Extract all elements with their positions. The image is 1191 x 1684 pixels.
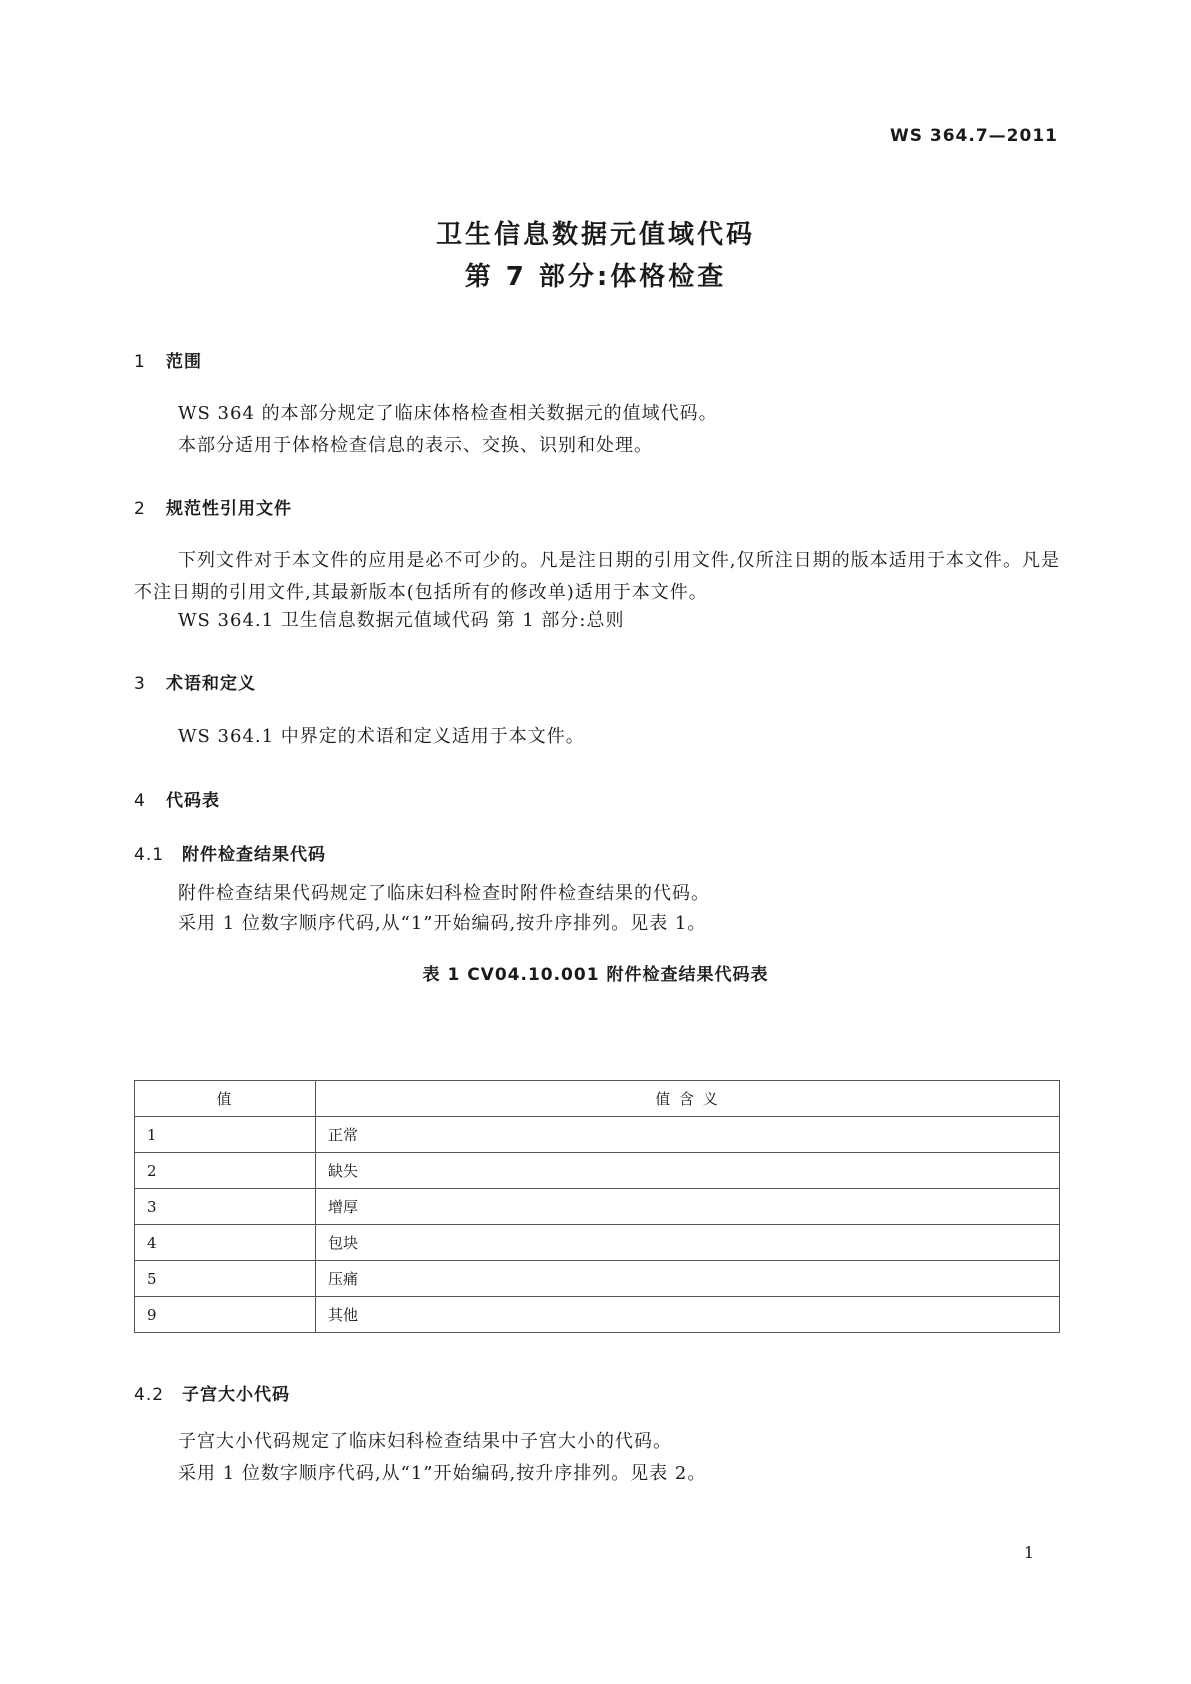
cell-meaning: 正常: [316, 1117, 1060, 1153]
table-row: [135, 1297, 1060, 1333]
section-3-paragraph: WS 364.1 中界定的术语和定义适用于本文件。: [178, 726, 585, 747]
cell-meaning: 其他: [316, 1297, 1060, 1333]
cell-meaning: 缺失: [316, 1153, 1060, 1189]
section-title: 范围: [166, 352, 202, 372]
section-4-2-heading: [134, 1380, 290, 1405]
section-1-heading: [134, 347, 202, 372]
cell-value: 1: [135, 1117, 316, 1153]
cell-value: 2: [135, 1153, 316, 1189]
page-number: 1: [1023, 1543, 1034, 1562]
section-1-paragraph-1: WS 364 的本部分规定了临床体格检查相关数据元的值域代码。: [178, 403, 718, 424]
section-number: 4.1: [134, 845, 165, 865]
cell-meaning: 增厚: [316, 1189, 1060, 1225]
section-4-heading: [134, 786, 220, 811]
section-title: 规范性引用文件: [166, 499, 292, 519]
table-1-caption: 表 1 CV04.10.001 附件检查结果代码表: [422, 965, 769, 985]
section-4-1-heading: [134, 840, 326, 865]
document-subtitle: 第 7 部分:体格检查: [464, 262, 727, 292]
section-4-2-paragraph-1: 子宫大小代码规定了临床妇科检查结果中子宫大小的代码。: [178, 1431, 672, 1452]
section-title: 附件检查结果代码: [182, 845, 326, 865]
table-row: [135, 1225, 1060, 1261]
code-table: [134, 1080, 1060, 1333]
document-title: 卫生信息数据元值域代码: [435, 220, 755, 250]
table-header-row: [135, 1081, 1060, 1117]
section-1-paragraph-2: 本部分适用于体格检查信息的表示、交换、识别和处理。: [178, 435, 653, 456]
section-title: 术语和定义: [166, 674, 256, 694]
section-title: 代码表: [166, 791, 220, 811]
section-number: 1: [134, 352, 146, 372]
table-row: [135, 1117, 1060, 1153]
cell-meaning: 包块: [316, 1225, 1060, 1261]
cell-value: 9: [135, 1297, 316, 1333]
table-row: [135, 1189, 1060, 1225]
section-2-paragraph: 下列文件对于本文件的应用是必不可少的。凡是注日期的引用文件,仅所注日期的版本适用于本文件。凡是不注日期的引用文件,其最新版本(包括所有的修改单)适用于本文件。: [134, 550, 1060, 603]
section-4-1-paragraph-1: 附件检查结果代码规定了临床妇科检查时附件检查结果的代码。: [178, 883, 710, 904]
section-number: 4.2: [134, 1385, 165, 1405]
cell-value: 4: [135, 1225, 316, 1261]
column-header-meaning: 值 含 义: [316, 1081, 1060, 1117]
table-row: [135, 1153, 1060, 1189]
section-2-heading: [134, 494, 292, 519]
column-header-value: 值: [135, 1081, 316, 1117]
section-number: 3: [134, 674, 146, 694]
section-4-1-paragraph-2: 采用 1 位数字顺序代码,从“1”开始编码,按升序排列。见表 1。: [178, 913, 707, 934]
section-2-reference: WS 364.1 卫生信息数据元值域代码 第 1 部分:总则: [178, 610, 625, 631]
cell-value: 3: [135, 1189, 316, 1225]
section-number: 4: [134, 791, 146, 811]
cell-value: 5: [135, 1261, 316, 1297]
cell-meaning: 压痛: [316, 1261, 1060, 1297]
table-row: [135, 1261, 1060, 1297]
section-4-2-paragraph-2: 采用 1 位数字顺序代码,从“1”开始编码,按升序排列。见表 2。: [178, 1463, 707, 1484]
section-number: 2: [134, 499, 146, 519]
standard-code: WS 364.7—2011: [889, 126, 1058, 146]
section-title: 子宫大小代码: [182, 1385, 290, 1405]
section-3-heading: [134, 669, 256, 694]
